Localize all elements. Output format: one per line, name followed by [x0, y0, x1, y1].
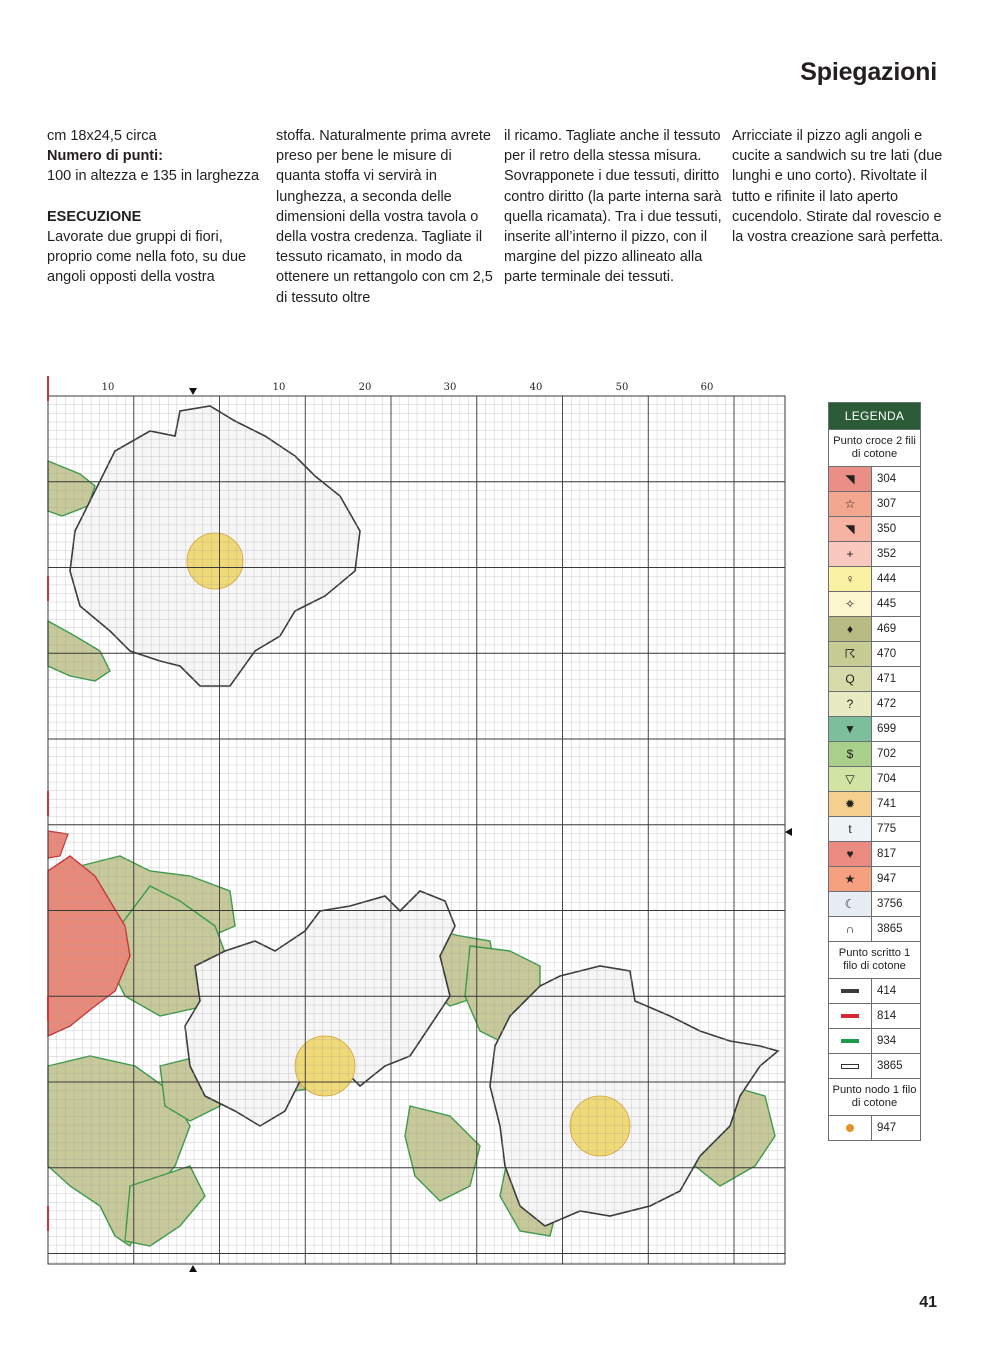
- column-2-text: stoffa. Naturalmente prima avrete preso per bene le misure di quanta stoffa vi servirà in lunghezza, a seconda delle dimensioni della vostra tavola o della vostra credenza. Tagliate il tessuto ricamato, in modo da ottenere un rettangolo con cm 2,5 di tessuto oltre: [276, 128, 493, 306]
- legend-swatch: [829, 567, 872, 591]
- text-column-3: [504, 126, 724, 288]
- legend-row: [829, 791, 920, 816]
- legend-title: LEGENDA: [829, 403, 920, 429]
- legend-swatch: [829, 717, 872, 741]
- legend-swatch: [829, 842, 872, 866]
- legend-code: 775: [877, 823, 897, 835]
- legend-symbol-icon: ♦: [846, 622, 854, 636]
- legend-swatch: [829, 742, 872, 766]
- legend-row: [829, 566, 920, 591]
- legend-panel: [828, 402, 921, 1141]
- legend-row: [829, 541, 920, 566]
- legend-symbol-icon: +: [846, 547, 854, 561]
- legend-row: [829, 466, 920, 491]
- page-title: Spiegazioni: [800, 58, 937, 86]
- legend-symbol-icon: ♥: [846, 847, 854, 861]
- legend-row: [829, 491, 920, 516]
- backstitch-line-icon: [841, 989, 859, 993]
- legend-code: 352: [877, 548, 897, 560]
- points-label: Numero di punti:: [47, 148, 163, 165]
- legend-code: 947: [877, 873, 897, 885]
- legend-swatch: [829, 692, 872, 716]
- backstitch-line-icon: [841, 1064, 859, 1069]
- minor-gridlines: [48, 396, 785, 1264]
- size-text: cm 18x24,5 circa: [47, 128, 157, 144]
- legend-code: 3756: [877, 898, 903, 910]
- text-column-4: [732, 126, 952, 247]
- legend-row: [829, 1053, 920, 1078]
- legend-row: [829, 716, 920, 741]
- legend-code: 3865: [877, 1060, 903, 1072]
- legend-row: [829, 891, 920, 916]
- legend-swatch: [829, 979, 872, 1003]
- axis-tick-label: 10: [101, 382, 115, 393]
- legend-row: [829, 741, 920, 766]
- legend-swatch: [829, 867, 872, 891]
- legend-code: 414: [877, 985, 897, 997]
- axis-tick-label: 50: [615, 382, 629, 393]
- legend-code: 304: [877, 473, 897, 485]
- legend-swatch: [829, 592, 872, 616]
- legend-code: 699: [877, 723, 897, 735]
- legend-code: 814: [877, 1010, 897, 1022]
- legend-code: 471: [877, 673, 897, 685]
- legend-row: [829, 766, 920, 791]
- legend-symbol-icon: ✹: [844, 797, 856, 811]
- legend-row: [829, 616, 920, 641]
- legend-symbol-icon: t: [848, 822, 852, 836]
- axis-tick-label: 10: [272, 382, 286, 393]
- column-4-text: Arricciate il pizzo agli angoli e cucite a sandwich su tre lati (due lunghi e uno corto). Rivoltate il tutto e rifinite il lato aperto cucendolo. Stirate dal rovescio e la vostra creazione sarà perfetta.: [732, 128, 944, 246]
- legend-section-heading: Punto scritto 1 filo di cotone: [829, 941, 920, 978]
- center-arrow-bottom-icon: [189, 1265, 197, 1272]
- legend-code: 704: [877, 773, 897, 785]
- legend-symbol-icon: $: [846, 747, 854, 761]
- legend-section-heading: Punto croce 2 fili di cotone: [829, 429, 920, 466]
- legend-symbol-icon: ▽: [845, 772, 855, 786]
- legend-row: [829, 516, 920, 541]
- legend-swatch: [829, 467, 872, 491]
- legend-symbol-icon: ◥: [845, 522, 855, 536]
- legend-row: [829, 691, 920, 716]
- legend-row: [829, 916, 920, 941]
- legend-row: [829, 866, 920, 891]
- cross-stitch-chart: [40, 366, 800, 1286]
- legend-code: 702: [877, 748, 897, 760]
- legend-swatch: [829, 517, 872, 541]
- legend-symbol-icon: ▼: [844, 722, 856, 736]
- legend-symbol-icon: ♀: [845, 572, 855, 586]
- legend-swatch: [829, 642, 872, 666]
- french-knot-icon: [846, 1124, 854, 1132]
- column-3-text: il ricamo. Tagliate anche il tessuto per il retro della stessa misura. Sovrapponete i due tessuti, diritto contro diritto (la parte interna sarà quella ricamata). Tra i due tessuti, inserite all’interno il pizzo, con il margine del pizzo allineato alla parte terminale dei tessuti.: [504, 128, 722, 286]
- legend-row: [829, 591, 920, 616]
- legend-symbol-icon: Q: [845, 672, 855, 686]
- legend-code: 307: [877, 498, 897, 510]
- legend-row: [829, 841, 920, 866]
- legend-symbol-icon: ✧: [844, 597, 856, 611]
- legend-symbol-icon: ?: [846, 697, 854, 711]
- legend-symbol-icon: ★: [844, 872, 856, 886]
- legend-swatch: [829, 767, 872, 791]
- legend-swatch: [829, 667, 872, 691]
- backstitch-line-icon: [841, 1014, 859, 1018]
- legend-row: [829, 666, 920, 691]
- center-arrow-right-icon: [785, 828, 792, 836]
- points-value: 100 in altezza e 135 in larghezza: [47, 168, 260, 185]
- axis-tick-label: 20: [358, 382, 372, 393]
- legend-symbol-icon: ☈: [844, 647, 856, 661]
- backstitch-line-icon: [841, 1039, 859, 1043]
- axis-tick-label: 30: [443, 382, 457, 393]
- text-column-1: [47, 126, 267, 287]
- legend-code: 350: [877, 523, 897, 535]
- legend-swatch: [829, 1116, 872, 1140]
- axis-tick-label: 40: [529, 382, 543, 393]
- legend-symbol-icon: ∩: [845, 922, 855, 936]
- legend-swatch: [829, 1004, 872, 1028]
- legend-code: 469: [877, 623, 897, 635]
- legend-swatch: [829, 492, 872, 516]
- legend-body: [829, 429, 920, 1140]
- legend-code: 444: [877, 573, 897, 585]
- center-arrow-top-icon: [189, 388, 197, 395]
- legend-swatch: [829, 542, 872, 566]
- legend-swatch: [829, 892, 872, 916]
- legend-swatch: [829, 617, 872, 641]
- execution-heading: ESECUZIONE: [47, 208, 142, 225]
- chart-grid: [48, 376, 785, 1264]
- legend-section-heading: Punto nodo 1 filo di cotone: [829, 1078, 920, 1115]
- legend-code: 470: [877, 648, 897, 660]
- legend-code: 934: [877, 1035, 897, 1047]
- legend-code: 817: [877, 848, 897, 860]
- legend-code: 947: [877, 1122, 897, 1134]
- legend-code: 472: [877, 698, 897, 710]
- legend-code: 741: [877, 798, 897, 810]
- legend-swatch: [829, 1054, 872, 1078]
- legend-row: [829, 1003, 920, 1028]
- legend-row: [829, 641, 920, 666]
- legend-swatch: [829, 1029, 872, 1053]
- legend-symbol-icon: ☆: [844, 497, 856, 511]
- legend-symbol-icon: ◥: [845, 472, 855, 486]
- legend-row: [829, 1115, 920, 1140]
- legend-row: [829, 816, 920, 841]
- legend-swatch: [829, 792, 872, 816]
- legend-symbol-icon: ☾: [844, 897, 856, 911]
- legend-row: [829, 1028, 920, 1053]
- page-number: 41: [919, 1294, 937, 1311]
- legend-swatch: [829, 917, 872, 941]
- legend-code: 445: [877, 598, 897, 610]
- execution-text: Lavorate due gruppi di fiori, proprio come nella foto, su due angoli opposti della vostra: [47, 228, 247, 286]
- axis-tick-label: 60: [700, 382, 714, 393]
- legend-code: 3865: [877, 923, 903, 935]
- legend-row: [829, 978, 920, 1003]
- legend-swatch: [829, 817, 872, 841]
- text-column-2: [276, 126, 496, 308]
